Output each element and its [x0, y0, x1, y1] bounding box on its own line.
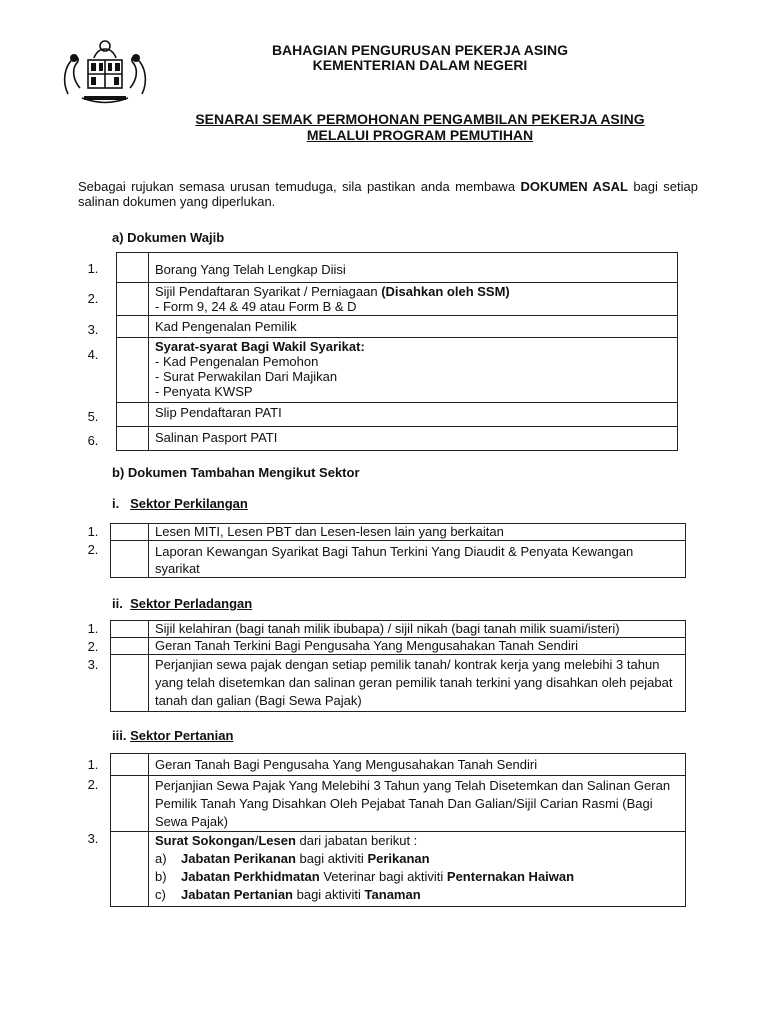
table-row — [117, 427, 678, 451]
organization-header — [220, 43, 620, 73]
item-number: 2. — [87, 777, 99, 792]
item-number: 1. — [87, 621, 99, 636]
item-number: 3. — [87, 322, 99, 337]
item-separator: / — [254, 833, 259, 848]
item-text: Borang Yang Telah Lengkap Diisi — [155, 262, 346, 277]
checkbox-cell[interactable] — [111, 832, 149, 907]
table-row — [117, 253, 678, 283]
item-subline: - Surat Perwakilan Dari Majikan — [155, 369, 338, 384]
intro-text-start: Sebagai rujukan semasa urusan temuduga, sila pastikan anda membawa — [78, 179, 521, 194]
checkbox-cell[interactable] — [117, 403, 149, 427]
checkbox-cell[interactable] — [111, 655, 149, 712]
table-row — [117, 403, 678, 427]
subsection-title: Sektor Perladangan — [130, 596, 253, 611]
item-number: 2. — [87, 639, 99, 654]
item-number: 4. — [87, 347, 99, 362]
checklist-table-b-i — [110, 523, 686, 578]
checkbox-cell[interactable] — [117, 338, 149, 403]
coat-of-arms-icon — [58, 36, 152, 108]
item-text: Perjanjian sewa pajak dengan setiap pemilik tanah/ kontrak kerja yang melebihi 3 tahun yang telah disetemkan dan salinan geran pemilik tanah terkini yang disahkan oleh pejabat tanah dan galian (Bagi Sewa Pajak) — [155, 657, 673, 708]
sub-item-letter: b) — [155, 869, 167, 884]
table-row — [111, 776, 686, 832]
table-row — [111, 655, 686, 712]
sub-item-bold: Tanaman — [364, 887, 421, 902]
item-subline: - Penyata KWSP — [155, 384, 253, 399]
item-number: 6. — [87, 433, 99, 448]
sub-item-text: bagi aktiviti — [293, 887, 365, 902]
document-title — [150, 111, 690, 143]
item-subline: - Form 9, 24 & 49 atau Form B & D — [155, 299, 357, 314]
intro-paragraph — [78, 179, 698, 209]
checklist-table-a — [116, 252, 678, 451]
checkbox-cell[interactable] — [117, 283, 149, 316]
org-line-2: KEMENTERIAN DALAM NEGERI — [312, 57, 528, 73]
item-text: Salinan Pasport PATI — [155, 430, 278, 445]
item-number: 2. — [87, 291, 99, 306]
sub-item-letter: c) — [155, 887, 166, 902]
checklist-table-b-iii — [110, 753, 686, 907]
sub-item — [155, 850, 679, 868]
item-text: Kad Pengenalan Pemilik — [155, 319, 297, 334]
item-subline: - Kad Pengenalan Pemohon — [155, 354, 319, 369]
item-text: Laporan Kewangan Syarikat Bagi Tahun Terkini Yang Diaudit & Penyata Kewangan syarikat — [155, 544, 634, 576]
table-row — [111, 832, 686, 907]
subsection-i-heading — [112, 496, 248, 511]
subsection-prefix: ii. — [112, 596, 123, 611]
item-number: 1. — [87, 524, 99, 539]
title-line-1: SENARAI SEMAK PERMOHONAN PENGAMBILAN PEKERJA ASING — [195, 111, 645, 127]
item-text: Perjanjian Sewa Pajak Yang Melebihi 3 Tahun yang Telah Disetemkan dan Salinan Geran Pemilik Tanah Yang Disahkan Oleh Pejabat Tanah Dan Galian/Sijil Carian Rasmi (Bagi Sewa Pajak) — [155, 778, 671, 829]
table-row — [111, 621, 686, 638]
subsection-prefix: i. — [112, 496, 120, 511]
sub-item-bold: Jabatan Pertanian — [181, 887, 293, 902]
checkbox-cell[interactable] — [111, 638, 149, 655]
sub-item-text: bagi aktiviti — [295, 851, 368, 866]
checkbox-cell[interactable] — [111, 776, 149, 832]
checkbox-cell[interactable] — [111, 541, 149, 578]
subsection-title: Sektor Pertanian — [130, 728, 234, 743]
table-row — [117, 283, 678, 316]
subsection-iii-heading — [112, 728, 233, 743]
table-row — [117, 338, 678, 403]
table-row — [111, 754, 686, 776]
table-row — [117, 316, 678, 338]
item-number: 1. — [87, 261, 99, 276]
sub-item-bold: Penternakan Haiwan — [446, 869, 575, 884]
title-line-2: MELALUI PROGRAM PEMUTIHAN — [306, 127, 534, 143]
sub-item-bold: Perikanan — [367, 851, 430, 866]
table-row — [111, 541, 686, 578]
sub-item — [155, 868, 679, 886]
table-row — [111, 638, 686, 655]
intro-text-end: bagi setiap salinan dokumen yang diperlukan. — [78, 179, 698, 209]
item-text: Sijil Pendaftaran Syarikat / Perniagaan — [155, 284, 382, 299]
sub-item-bold: Jabatan Perkhidmatan — [181, 869, 320, 884]
item-lead — [155, 832, 679, 850]
item-text-bold: Syarat-syarat Bagi Wakil Syarikat: — [155, 339, 365, 354]
intro-bold: DOKUMEN ASAL — [520, 179, 628, 194]
sub-item-letter: a) — [155, 851, 167, 866]
item-number: 1. — [87, 757, 99, 772]
subsection-title: Sektor Perkilangan — [130, 496, 248, 511]
item-number: 3. — [87, 657, 99, 672]
section-b-heading: b) Dokumen Tambahan Mengikut Sektor — [112, 465, 360, 480]
checkbox-cell[interactable] — [111, 754, 149, 776]
subsection-ii-heading — [112, 596, 252, 611]
org-line-1: BAHAGIAN PENGURUSAN PEKERJA ASING — [271, 42, 569, 58]
item-number: 5. — [87, 409, 99, 424]
item-text-bold: (Disahkan oleh SSM) — [381, 284, 510, 299]
sub-item — [155, 886, 679, 904]
subsection-prefix: iii. — [112, 728, 127, 743]
checkbox-cell[interactable] — [117, 316, 149, 338]
table-row — [111, 524, 686, 541]
item-text: Sijil kelahiran (bagi tanah milik ibubapa) / sijil nikah (bagi tanah milik suami/isteri) — [155, 621, 620, 636]
item-text-bold: Surat Sokongan — [155, 833, 255, 848]
sub-item-text: Veterinar bagi aktiviti — [319, 869, 447, 884]
section-a-heading: a) Dokumen Wajib — [112, 230, 225, 245]
item-text: Geran Tanah Terkini Bagi Pengusaha Yang Mengusahakan Tanah Sendiri — [155, 638, 579, 653]
checkbox-cell[interactable] — [117, 253, 149, 283]
item-text: Lesen MITI, Lesen PBT dan Lesen-lesen lain yang berkaitan — [155, 524, 504, 539]
sub-item-bold: Jabatan Perikanan — [181, 851, 296, 866]
item-text: Slip Pendaftaran PATI — [155, 405, 282, 420]
item-number: 3. — [87, 831, 99, 846]
checkbox-cell[interactable] — [111, 524, 149, 541]
item-text: Geran Tanah Bagi Pengusaha Yang Mengusahakan Tanah Sendiri — [155, 757, 538, 772]
checkbox-cell[interactable] — [111, 621, 149, 638]
checklist-table-b-ii — [110, 620, 686, 712]
item-text: dari jabatan berikut : — [295, 833, 418, 848]
item-text-bold: Lesen — [258, 833, 296, 848]
checkbox-cell[interactable] — [117, 427, 149, 451]
item-number: 2. — [87, 542, 99, 557]
